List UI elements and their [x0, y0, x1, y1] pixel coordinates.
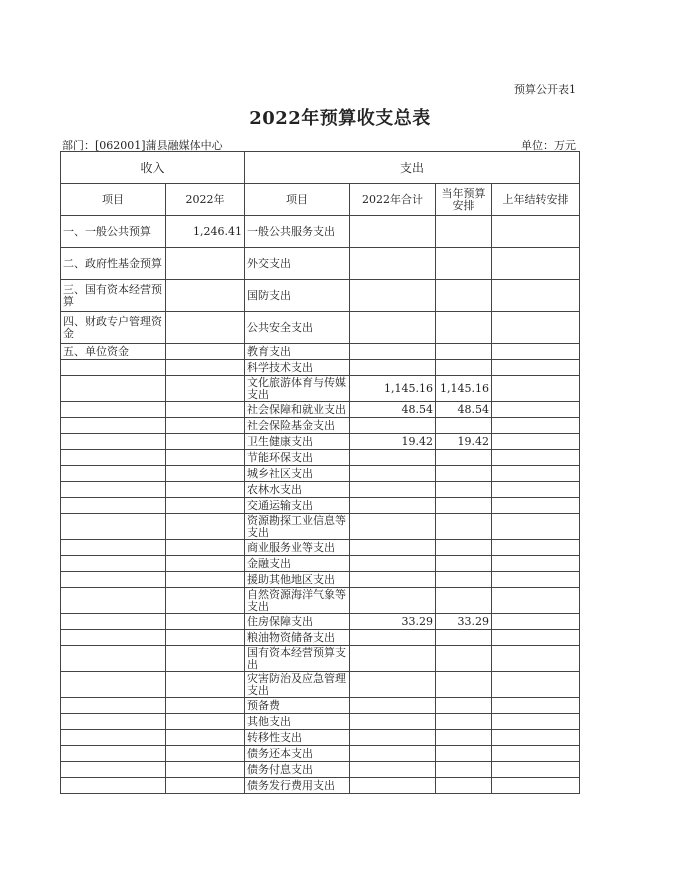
total-cell: [350, 418, 436, 434]
current-budget-cell: [436, 588, 492, 614]
income-value-cell: [166, 344, 245, 360]
total-cell: [350, 778, 436, 794]
total-cell: 19.42: [350, 434, 436, 450]
expense-item-cell: 预备费: [245, 698, 350, 714]
income-item-cell: [61, 646, 166, 672]
table-row: [61, 614, 580, 630]
income-value-cell: [166, 762, 245, 778]
table-row: [61, 646, 580, 672]
expense-item-cell: 社会保障和就业支出: [245, 402, 350, 418]
total-cell: [350, 698, 436, 714]
current-budget-cell: [436, 540, 492, 556]
total-cell: [350, 466, 436, 482]
expense-item-cell: 公共安全支出: [245, 312, 350, 344]
current-budget-cell: [436, 280, 492, 312]
income-value-cell: [166, 482, 245, 498]
total-cell: [350, 540, 436, 556]
carryover-cell: [492, 730, 580, 746]
table-row: [61, 746, 580, 762]
total-cell: [350, 360, 436, 376]
carryover-cell: [492, 778, 580, 794]
current-budget-cell: [436, 450, 492, 466]
income-item-cell: [61, 762, 166, 778]
total-cell: 1,145.16: [350, 376, 436, 402]
current-budget-cell: [436, 418, 492, 434]
total-cell: [350, 280, 436, 312]
carryover-cell: [492, 280, 580, 312]
table-row: [61, 630, 580, 646]
current-budget-cell: [436, 698, 492, 714]
income-header: 收入: [61, 152, 245, 184]
carryover-cell: [492, 248, 580, 280]
expense-item-cell: 外交支出: [245, 248, 350, 280]
total-cell: [350, 746, 436, 762]
table-row: [61, 572, 580, 588]
income-item-cell: [61, 614, 166, 630]
table-row: [61, 540, 580, 556]
expense-header: 支出: [245, 152, 580, 184]
total-cell: 48.54: [350, 402, 436, 418]
income-value-cell: [166, 540, 245, 556]
expense-item-cell: 债务还本支出: [245, 746, 350, 762]
current-budget-cell: [436, 248, 492, 280]
carryover-cell: [492, 540, 580, 556]
income-item-cell: [61, 434, 166, 450]
income-value-cell: [166, 498, 245, 514]
income-item-cell: [61, 572, 166, 588]
expense-item-cell: 债务发行费用支出: [245, 778, 350, 794]
budget-table: [60, 151, 580, 794]
income-value-cell: [166, 630, 245, 646]
income-value-cell: [166, 672, 245, 698]
total-cell: [350, 572, 436, 588]
income-year-header: 2022年: [166, 184, 245, 216]
expense-item-cell: 灾害防治及应急管理支出: [245, 672, 350, 698]
table-row: [61, 556, 580, 572]
income-value-cell: [166, 280, 245, 312]
carryover-cell: [492, 360, 580, 376]
income-value-cell: [166, 402, 245, 418]
current-budget-cell: [436, 312, 492, 344]
income-value-cell: [166, 572, 245, 588]
current-budget-cell: 19.42: [436, 434, 492, 450]
current-budget-cell: [436, 762, 492, 778]
total-cell: [350, 498, 436, 514]
expense-item-cell: 住房保障支出: [245, 614, 350, 630]
current-budget-cell: 48.54: [436, 402, 492, 418]
total-cell: [350, 216, 436, 248]
income-value-cell: [166, 514, 245, 540]
carryover-cell: [492, 216, 580, 248]
table-row: [61, 778, 580, 794]
income-value-cell: [166, 778, 245, 794]
table-row: [61, 588, 580, 614]
carryover-cell: [492, 746, 580, 762]
expense-item-cell: 社会保险基金支出: [245, 418, 350, 434]
expense-item-cell: 农林水支出: [245, 482, 350, 498]
carryover-cell: [492, 572, 580, 588]
income-value-cell: [166, 714, 245, 730]
table-row: [61, 762, 580, 778]
income-item-cell: [61, 556, 166, 572]
table-row: [61, 216, 580, 248]
income-value-cell: [166, 434, 245, 450]
carryover-cell: [492, 376, 580, 402]
table-row: [61, 360, 580, 376]
total-cell: [350, 646, 436, 672]
income-value-cell: [166, 614, 245, 630]
table-tag: 预算公开表1: [514, 83, 576, 96]
expense-item-cell: 国防支出: [245, 280, 350, 312]
expense-item-cell: 转移性支出: [245, 730, 350, 746]
current-budget-header: 当年预算安排: [436, 184, 492, 216]
current-budget-cell: [436, 630, 492, 646]
income-item-cell: [61, 588, 166, 614]
expense-item-cell: 援助其他地区支出: [245, 572, 350, 588]
total-cell: [350, 672, 436, 698]
carryover-cell: [492, 450, 580, 466]
income-item-cell: [61, 698, 166, 714]
current-budget-cell: [436, 498, 492, 514]
expense-item-cell: 资源勘探工业信息等支出: [245, 514, 350, 540]
total-cell: [350, 714, 436, 730]
income-item-cell: [61, 418, 166, 434]
carryover-cell: [492, 588, 580, 614]
total-cell: [350, 248, 436, 280]
income-item-cell: [61, 360, 166, 376]
carryover-cell: [492, 466, 580, 482]
table-row: [61, 248, 580, 280]
current-budget-cell: [436, 778, 492, 794]
income-item-cell: [61, 540, 166, 556]
expense-item-cell: 文化旅游体育与传媒支出: [245, 376, 350, 402]
income-item-header: 项目: [61, 184, 166, 216]
current-budget-cell: [436, 714, 492, 730]
income-item-cell: 一、一般公共预算: [61, 216, 166, 248]
table-row: [61, 280, 580, 312]
table-row: [61, 344, 580, 360]
table-row: [61, 730, 580, 746]
income-value-cell: [166, 312, 245, 344]
total-cell: [350, 730, 436, 746]
income-value-cell: [166, 418, 245, 434]
income-item-cell: [61, 450, 166, 466]
carryover-cell: [492, 672, 580, 698]
income-value-cell: [166, 556, 245, 572]
carryover-cell: [492, 646, 580, 672]
carryover-cell: [492, 434, 580, 450]
current-budget-cell: [436, 730, 492, 746]
income-value-cell: [166, 730, 245, 746]
income-item-cell: [61, 630, 166, 646]
income-item-cell: 三、国有资本经营预算: [61, 280, 166, 312]
current-budget-cell: [436, 556, 492, 572]
income-value-cell: [166, 466, 245, 482]
expense-item-cell: 卫生健康支出: [245, 434, 350, 450]
carryover-cell: [492, 312, 580, 344]
income-value-cell: [166, 746, 245, 762]
carryover-cell: [492, 402, 580, 418]
current-budget-cell: [436, 746, 492, 762]
total-header: 2022年合计: [350, 184, 436, 216]
income-item-cell: [61, 746, 166, 762]
table-row: [61, 418, 580, 434]
current-budget-cell: [436, 672, 492, 698]
expense-item-cell: 金融支出: [245, 556, 350, 572]
income-item-cell: 四、财政专户管理资金: [61, 312, 166, 344]
income-item-cell: [61, 498, 166, 514]
income-item-cell: [61, 514, 166, 540]
carryover-cell: [492, 556, 580, 572]
income-item-cell: [61, 730, 166, 746]
carryover-cell: [492, 418, 580, 434]
carryover-cell: [492, 714, 580, 730]
table-row: [61, 714, 580, 730]
income-value-cell: [166, 698, 245, 714]
expense-item-cell: 粮油物资储备支出: [245, 630, 350, 646]
expense-item-cell: 商业服务业等支出: [245, 540, 350, 556]
current-budget-cell: [436, 344, 492, 360]
carryover-cell: [492, 614, 580, 630]
table-row: [61, 402, 580, 418]
expense-item-cell: 债务付息支出: [245, 762, 350, 778]
expense-item-cell: 交通运输支出: [245, 498, 350, 514]
expense-item-cell: 其他支出: [245, 714, 350, 730]
current-budget-cell: [436, 646, 492, 672]
total-cell: [350, 482, 436, 498]
department-label: 部门：[062001]蒲县融媒体中心: [62, 139, 223, 152]
carryover-cell: [492, 762, 580, 778]
income-value-cell: [166, 248, 245, 280]
total-cell: [350, 514, 436, 540]
income-value-cell: [166, 360, 245, 376]
current-budget-cell: [436, 466, 492, 482]
total-cell: [350, 312, 436, 344]
carryover-header: 上年结转安排: [492, 184, 580, 216]
page-title: 2022年预算收支总表: [249, 108, 431, 129]
income-item-cell: [61, 466, 166, 482]
table-row: [61, 498, 580, 514]
carryover-cell: [492, 344, 580, 360]
expense-item-cell: 教育支出: [245, 344, 350, 360]
expense-item-cell: 国有资本经营预算支出: [245, 646, 350, 672]
income-item-cell: [61, 672, 166, 698]
current-budget-cell: 1,145.16: [436, 376, 492, 402]
expense-item-cell: 科学技术支出: [245, 360, 350, 376]
total-cell: 33.29: [350, 614, 436, 630]
total-cell: [350, 630, 436, 646]
table-row: [61, 482, 580, 498]
carryover-cell: [492, 698, 580, 714]
total-cell: [350, 762, 436, 778]
income-value-cell: [166, 450, 245, 466]
current-budget-cell: [436, 482, 492, 498]
income-value-cell: [166, 588, 245, 614]
table-row: [61, 450, 580, 466]
table-row: [61, 434, 580, 450]
table-row: [61, 312, 580, 344]
carryover-cell: [492, 630, 580, 646]
income-item-cell: [61, 376, 166, 402]
carryover-cell: [492, 498, 580, 514]
total-cell: [350, 588, 436, 614]
expense-item-cell: 节能环保支出: [245, 450, 350, 466]
current-budget-cell: 33.29: [436, 614, 492, 630]
income-value-cell: 1,246.41: [166, 216, 245, 248]
table-row: [61, 376, 580, 402]
expense-item-cell: 城乡社区支出: [245, 466, 350, 482]
unit-label: 单位：万元: [521, 139, 576, 152]
table-row: [61, 466, 580, 482]
table-row: [61, 698, 580, 714]
total-cell: [350, 450, 436, 466]
table-row: [61, 672, 580, 698]
income-item-cell: [61, 402, 166, 418]
current-budget-cell: [436, 514, 492, 540]
current-budget-cell: [436, 216, 492, 248]
income-item-cell: 五、单位资金: [61, 344, 166, 360]
income-item-cell: [61, 482, 166, 498]
table-row: [61, 514, 580, 540]
total-cell: [350, 556, 436, 572]
current-budget-cell: [436, 572, 492, 588]
total-cell: [350, 344, 436, 360]
current-budget-cell: [436, 360, 492, 376]
income-value-cell: [166, 376, 245, 402]
income-item-cell: [61, 714, 166, 730]
income-item-cell: 二、政府性基金预算: [61, 248, 166, 280]
income-value-cell: [166, 646, 245, 672]
expense-item-cell: 一般公共服务支出: [245, 216, 350, 248]
expense-item-cell: 自然资源海洋气象等支出: [245, 588, 350, 614]
expense-item-header: 项目: [245, 184, 350, 216]
carryover-cell: [492, 514, 580, 540]
carryover-cell: [492, 482, 580, 498]
income-item-cell: [61, 778, 166, 794]
